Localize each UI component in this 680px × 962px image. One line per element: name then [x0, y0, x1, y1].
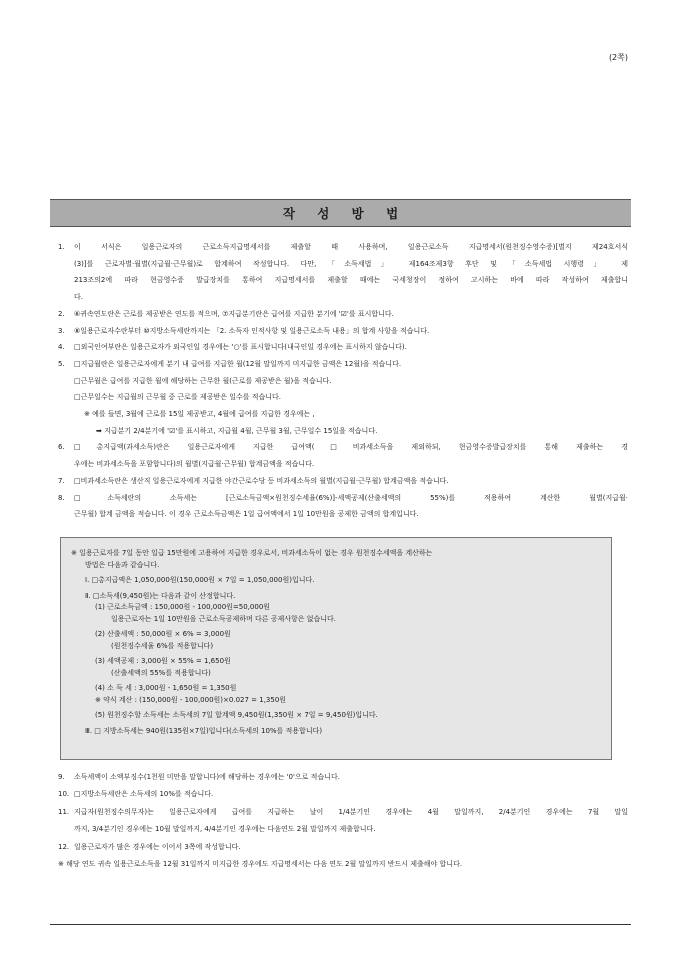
section-title-bar: [50, 199, 631, 227]
instruction-item-5-line-2: □근무월은 급여를 지급한 월에 해당하는 근무한 월(근로를 제공받은 월)을 적습니다.: [74, 376, 332, 385]
example-step-2-5: (5) 원천징수할 소득세는 소득세의 7일 합계액 9,450원(1,350원 × 7일 = 9,450원)입니다.: [95, 711, 378, 719]
instruction-item-5: 5. □지급월란은 일용근로자에게 분기 내 급여를 지급한 월(12월 말일까지 미지급한 금액은 12월)을 적습니다.: [58, 359, 402, 368]
instruction-item-3: 3. ⑧일용근로자수란부터 ⑩지방소득세란까지는 「2. 소득자 인적사항 및 일용근로소득 내용」의 합계 사항을 적습니다.: [58, 326, 430, 335]
instruction-item-4: 4. □외국인여부란은 일용근로자가 외국인일 경우에는 '○'를 표시합니다(내국인일 경우에는 표시하지 않습니다).: [58, 343, 407, 352]
instruction-list: [58, 239, 628, 523]
instruction-item-6: 6. □총지급액(과세소득)란은 일용근로자에게 지급한 급여액(□비과세소득을 제외하되, 현금영수증발급장치를 통해 제출하는 경: [58, 443, 628, 452]
instruction-item-9: 9. 소득세액이 소액부징수(1천원 미만을 말합니다)에 해당하는 경우에는 '0'으로 적습니다.: [58, 773, 340, 781]
instruction-item-8-line-2: 근무월) 합계 금액을 적습니다. 이 경우 근로소득금액은 1일 급여액에서 1일 10만원을 공제한 금액의 합계입니다.: [74, 510, 419, 519]
instruction-item-1-line-2: (3)]를 근로자별·월별(지급월·근무월)로 합계하여 작성합니다. 다만, 「소득세법」 제164조제3항 후단 및 「소득세법 시행령」 제: [74, 259, 628, 268]
example-step-2-3-note: (산출세액의 55%를 적용합니다): [111, 668, 211, 677]
instruction-item-7: 7. □비과세소득란은 생산직 일용근로자에게 지급한 야간근로수당 등 비과세소득의 월별(지급월·근무월) 합계금액을 적습니다.: [58, 476, 449, 485]
instruction-item-5-line-3: □근무일수는 지급월의 근무월 중 근로를 제공받은 일수를 적습니다.: [74, 393, 281, 402]
example-step-2-4: (4) 소 득 세 : 3,000원 - 1,650원 = 1,350원: [95, 684, 237, 692]
section-title: 작 성 방 법: [282, 206, 408, 221]
bottom-divider: [50, 924, 631, 925]
example-note: ※ 예를 들면, 3월에 근로를 15일 제공받고, 4월에 급여를 지급한 경우에는 ,: [84, 410, 315, 419]
instruction-item-1: 1. 이 서식은 일용근로자의 근로소득지급명세서를 제출할 때 사용하며, 일용근로소득 지급명세서(원천징수영수증)[별지 제24호서식: [58, 243, 628, 251]
calculation-example-box: [60, 537, 612, 760]
instruction-item-12: 12. 일용근로자가 많은 경우에는 이어서 3쪽에 작성합니다.: [58, 842, 241, 851]
example-step-2-4-note: ※ 약식 계산 : (150,000원 - 100,000원)×0.027 = 1,350원: [95, 695, 287, 704]
instruction-item-6-line-2: 우에는 비과세소득을 포함합니다)의 월별(지급월·근무월) 합계금액을 적습니다.: [74, 460, 315, 469]
example-step-2-1-note: 일용근로자는 1일 10만원을 근로소득공제하며 다른 공제사항은 없습니다.: [111, 614, 337, 623]
instruction-item-2: 2. ⑥귀속연도란은 근로를 제공받은 연도를 적으며, ⑦지급분기란은 급여를 지급한 분기에 '☑'를 표시합니다.: [58, 309, 394, 318]
page-number-label: (2쪽): [608, 53, 628, 62]
instruction-item-11: 11. 지급자(원천징수의무자)는 일용근로자에게 급여를 지급하는 날이 1/4분기인 경우에는 4월 말일까지, 2/4분기인 경우에는 7월 말일: [58, 807, 628, 816]
instruction-item-11-line-2: 까지, 3/4분기인 경우에는 10월 말일까지, 4/4분기인 경우에는 다음연도 2월 말일까지 제출합니다.: [74, 825, 376, 834]
example-step-2-2: (2) 산출세액 : 50,000원 × 6% = 3,000원: [95, 630, 231, 638]
example-intro-line-2: 방법은 다음과 같습니다.: [85, 560, 160, 569]
example-step-2-3: (3) 세액공제 : 3,000원 × 55% = 1,650원: [95, 657, 231, 665]
example-step-3: Ⅲ. □ 지방소득세는 940원(135원×7일)입니다(소득세의 10%를 적용합니다): [85, 726, 323, 735]
example-step-1: Ⅰ. □총지급액은 1,050,000원(150,000원 × 7일 = 1,050,000원)입니다.: [85, 576, 315, 584]
example-note-arrow: ➡ 지급분기 2/4분기에 '☑'를 표시하고, 지급월 4월, 근무월 3월, 근무일수 15일을 적습니다.: [96, 426, 378, 435]
example-intro-line-1: ※ 일용근로자를 7일 동안 일급 15만원에 고용하여 지급한 경우로서, 비과세소득이 없는 경우 원천징수세액을 계산하는: [71, 549, 433, 557]
example-step-2-2-note: (원천징수세율 6%를 적용합니다): [111, 641, 214, 650]
instruction-list-continued: [58, 769, 628, 873]
instruction-item-1-line-3: 213조의2에 따라 현금영수증 발급장치를 통하여 지급명세서를 제출할 때에는 국세청장이 정하여 고시하는 바에 따라 작성하여 제출합니: [74, 276, 628, 285]
instruction-item-10: 10. □지방소득세란은 소득세의 10%를 적습니다.: [58, 790, 214, 799]
example-step-2: Ⅱ. □소득세(9,450원)는 다음과 같이 산정합니다.: [85, 591, 236, 600]
instruction-item-1-line-4: 다.: [74, 293, 83, 302]
instruction-item-8: 8. □소득세란의 소득세는 [근로소득금액×원천징수세율(6%)]-세액공제(산출세액의 55%)를 적용하여 계산한 월별(지급월·: [58, 493, 628, 502]
example-step-2-1: (1) 근로소득금액 : 150,000원 - 100,000원=50,000원: [95, 603, 271, 611]
final-note: ※ 해당 연도 귀속 일용근로소득을 12월 31일까지 미지급한 경우에도 지급명세서는 다음 연도 2월 말일까지 반드시 제출해야 합니다.: [58, 860, 463, 869]
